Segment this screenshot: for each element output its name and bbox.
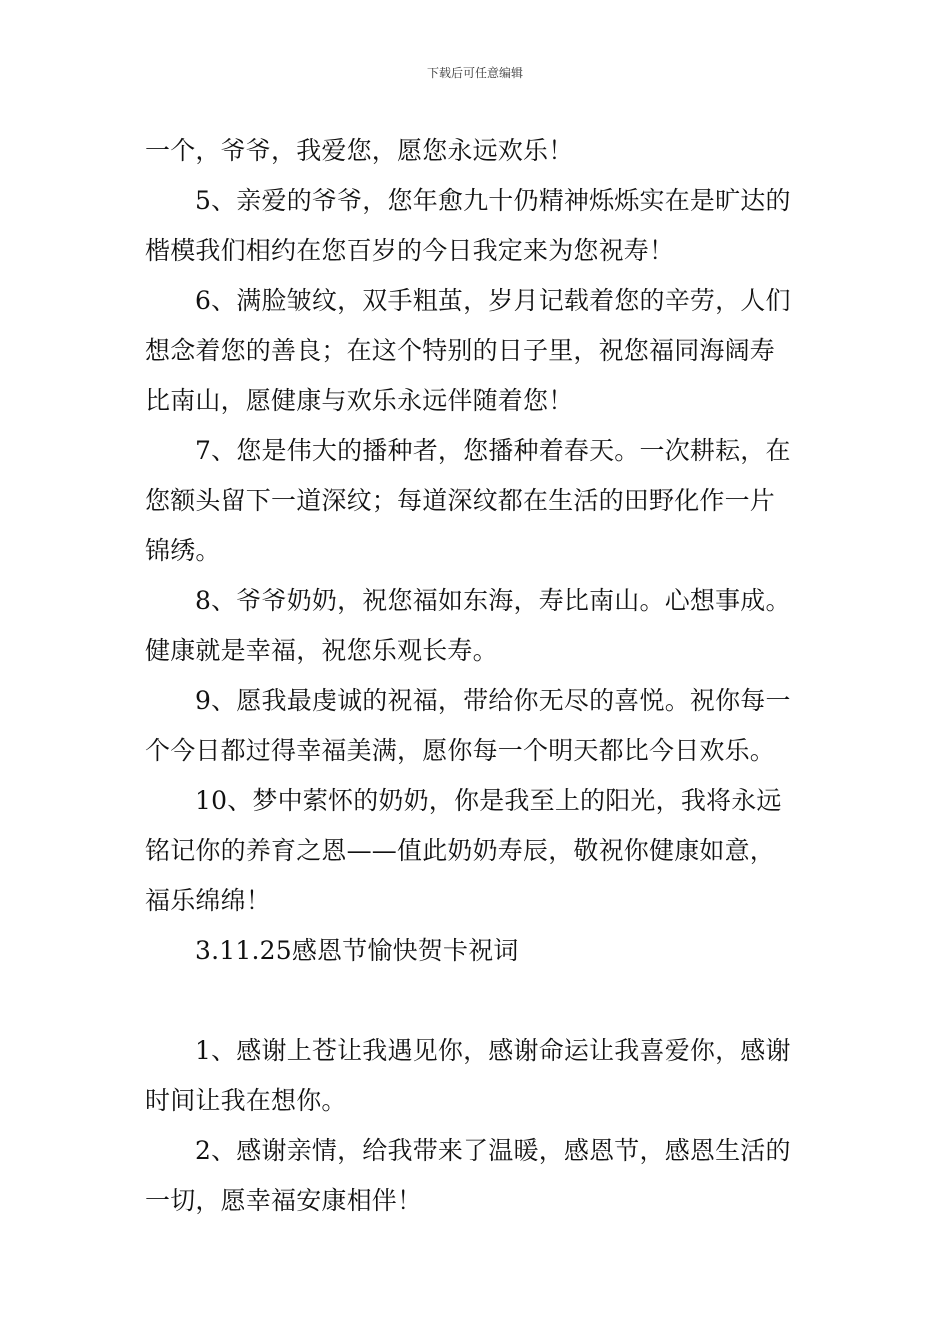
text-line: 您额头留下一道深纹；每道深纹都在生活的田野化作一片: [145, 486, 776, 515]
paragraph-item-8: [145, 576, 810, 676]
text-line: 5、亲爱的爷爷，您年愈九十仍精神烁烁实在是旷达的: [195, 186, 791, 215]
section-heading: [145, 926, 810, 976]
text-line: 8、爷爷奶奶，祝您福如东海，寿比南山。心想事成。: [195, 586, 791, 615]
text-line: 6、满脸皱纹，双手粗茧，岁月记载着您的辛劳，人们: [195, 286, 791, 315]
text-line: 1、感谢上苍让我遇见你，感谢命运让我喜爱你，感谢: [195, 1036, 791, 1065]
text-line: 健康就是幸福，祝您乐观长寿。: [145, 636, 498, 665]
text-line: 一切，愿幸福安康相伴！: [145, 1186, 423, 1215]
text-line: 时间让我在想你。: [145, 1086, 347, 1115]
heading-text: 3.11.25感恩节愉快贺卡祝词: [195, 936, 519, 965]
paragraph-item-10: [145, 776, 810, 926]
text-line: 个今日都过得幸福美满，愿你每一个明天都比今日欢乐。: [145, 736, 776, 765]
text-line: 铭记你的养育之恩——值此奶奶寿辰，敬祝你健康如意，: [145, 836, 776, 865]
text-line: 楷模我们相约在您百岁的今日我定来为您祝寿！: [145, 236, 675, 265]
paragraph-thanks-2: [145, 1126, 810, 1226]
text-line: 一个，爷爷，我爱您，愿您永远欢乐！: [145, 136, 574, 165]
paragraph-continuation: [145, 126, 810, 176]
text-line: 2、感谢亲情，给我带来了温暖，感恩节，感恩生活的: [195, 1136, 791, 1165]
paragraph-thanks-1: [145, 1026, 810, 1126]
text-line: 10、梦中萦怀的奶奶，你是我至上的阳光，我将永远: [195, 786, 782, 815]
text-line: 7、您是伟大的播种者，您播种着春天。一次耕耘，在: [195, 436, 791, 465]
paragraph-item-9: [145, 676, 810, 776]
page-header: 下载后可任意编辑: [426, 66, 523, 80]
text-line: 9、愿我最虔诚的祝福，带给你无尽的喜悦。祝你每一: [195, 686, 791, 715]
paragraph-item-6: [145, 276, 810, 426]
blank-line: [145, 976, 810, 1026]
document-body: [145, 126, 810, 1226]
paragraph-item-5: [145, 176, 810, 276]
text-line: 福乐绵绵！: [145, 886, 272, 915]
paragraph-item-7: [145, 426, 810, 576]
text-line: 锦绣。: [145, 536, 221, 565]
text-line: 比南山，愿健康与欢乐永远伴随着您！: [145, 386, 574, 415]
text-line: 想念着您的善良；在这个特别的日子里，祝您福同海阔寿: [145, 336, 776, 365]
